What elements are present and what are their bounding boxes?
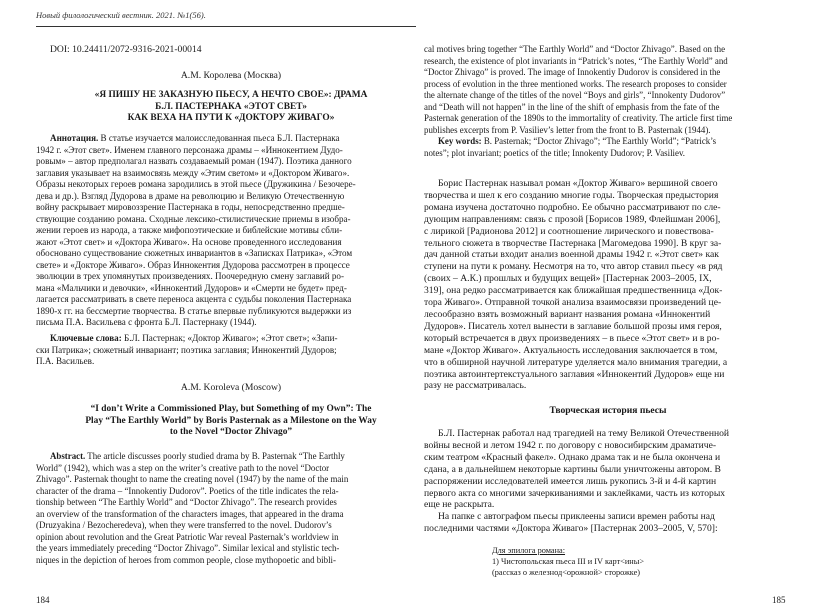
abstract-line: (Druzyakina / Bezocheredeva), when they were transferred to the novel. Dudorov’s	[36, 520, 332, 530]
annotation-line: обосновано существование сюжетных инвариантов в «Записках Патрика», «Этом	[36, 248, 353, 258]
body-line: который встречается в двух произведениях – в пьесе «Этот свет» и в ро-	[424, 332, 720, 344]
abstract-cont-line: and “Death will not happen” in the line of the shift of emphasis from the fate of the	[424, 101, 720, 112]
body-line: 319], она редко рассматривается как ближайшая предшественница «Док-	[424, 285, 723, 297]
annotation-line: жении героев из народа, а также мифопоэтические и библейские мотивы сбли-	[36, 225, 343, 235]
annotation-line: жают «Этот свет» и «Доктора Живаго». На основе проведенного исследования	[36, 236, 342, 247]
body-line: романа изучена достаточно подробно. Ее обычно рассматривают по сле-	[424, 201, 721, 213]
body-line: разу не рассматривалась.	[424, 380, 527, 392]
title-ru	[36, 90, 426, 125]
abstract-cont-line: cal motives bring together “The Earthly World” and “Doctor Zhivago”. Based on the	[424, 44, 726, 54]
annotation-line: войну раскрывает мировоззрение Пастернака в годы, непосредственно предше-	[36, 202, 345, 212]
abstract-cont-line: Pasternak generation of the 1890s to the immortality of creativity. The article first time	[424, 113, 733, 123]
annotation	[36, 133, 414, 329]
keywords-line: ски Патрика»; сюжетный инвариант; поэтика заглавия; Иннокентий Дудоров;	[36, 344, 337, 355]
journal-header: Новый филологический вестник. 2021. №1(56).	[36, 10, 206, 20]
title-ru-line: Б.Л. ПАСТЕРНАКА «ЭТОТ СВЕТ»	[155, 101, 307, 112]
keywords-en-label: Key words:	[438, 136, 482, 146]
body-history	[424, 428, 792, 535]
keywords-en-line: B. Pasternak; “Doctor Zhivago”; “The Earthly World”; “Patrick’s	[481, 136, 717, 146]
header-rule	[36, 26, 416, 27]
author-en	[36, 382, 426, 394]
annotation-line: Образы некоторых героев романа зародились в этой пьесе (Дружикина / Безочере-	[36, 179, 356, 189]
body-line: с лирикой [Радионова 2012] и соотношение лирического и повествова-	[424, 225, 714, 237]
annotation-line: ствующие созданию романа. Сходные лексико-стилистические приемы в изобра-	[36, 213, 351, 224]
annotation-line: 1890-х гг. на бессмертие творчества. В статье впервые публикуются выдержки из	[36, 305, 352, 316]
annotation-line: ровым» – автор предполагал назвать создаваемый роман (1947). Поэтика данного	[36, 156, 352, 166]
body-line: Дудоров». Писатель хотел вынести в заглавие большой прозы имя героя,	[424, 320, 722, 332]
annotation-line: эволюции в трех упомянутых произведениях. Поочередную смену заглавий ро-	[36, 271, 345, 281]
abstract-cont-line: “Doctor Zhivago” is proved. The image of Innokentiy Dudorov is considered in the	[424, 67, 721, 77]
abstract-cont-line: publishes excerpts from P. Vasiliev’s letter from the front to B. Pasternak (1944).	[424, 124, 711, 135]
body-line: войны весной и летом 1942 г. по договору с новосибирским драматиче-	[424, 439, 717, 451]
body-line: лесообразно взять возможный вариант названия романа «Иннокентий	[424, 308, 711, 320]
quote-line: 1) Чистопольская пьеса III и IV карт<ины>	[492, 557, 645, 566]
annotation-line: дева и др.). Взгляд Дудорова в драме на революцию и Великую Отечественную	[36, 190, 345, 201]
body-line: тельного сюжета в творчестве Пастернака [Магомедова 1990]. В круг за-	[424, 237, 722, 249]
section-heading-text: Творческая история пьесы	[549, 405, 667, 416]
body-line: На папке с автографом пьесы приклеены записи времен работы над	[438, 511, 715, 523]
abstract-cont-line: process of evolution in the three mentioned works. The research proposes to consider	[424, 78, 727, 89]
body-line: тора Живаго». Отправной точкой анализа взаимосвязи произведений це-	[424, 297, 722, 309]
abstract-line: opinion about revolution and the Great Patriotic War reveal Pasternak’s worldview in	[36, 531, 339, 542]
abstract-line: Zhivago”. Pasternak thought to name the creating novel (1947) by the name of the main	[36, 474, 349, 484]
section-heading	[424, 405, 792, 417]
abstract-en	[36, 451, 414, 566]
page-number-right: 185	[772, 595, 786, 605]
author-ru	[36, 70, 426, 82]
body-line: что в обширной научной литературе уделяется мало внимания трагедии, а	[424, 356, 728, 368]
doi: DOI: 10.24411/2072-9316-2021-00014	[50, 44, 202, 55]
body-line: дач данной статьи входит анализ военной драмы 1942 г. «Этот свет» как	[424, 249, 719, 261]
abstract-line: tionship between “The Earthly World” and “Doctor Zhivago”. The research provides	[36, 497, 337, 507]
abstract-line: niques in the depiction of heroes from common people, close mythopoetic and bibli-	[36, 554, 336, 565]
abstract-line: an overview of the transformation of the characters images, that appeared in the drama	[36, 508, 344, 519]
body-line: распоряжении исследователей имеется лишь рукопись 3-й и 4-й картин	[424, 475, 717, 487]
body-line: Борис Пастернак называл роман «Доктор Живаго» вершиной своего	[438, 178, 718, 189]
annotation-line: свете» и «Докторе Живаго». Образ Иннокентия Дудорова рассмотрен в процессе	[36, 259, 350, 270]
body-intro	[424, 178, 792, 392]
author-ru-text: А.М. Королева (Москва)	[180, 70, 282, 81]
quote-line: Для эпилога романа:	[492, 546, 566, 555]
keywords-line: П.А. Васильев.	[36, 356, 95, 366]
body-line: (своих – А.К.) прошлых и будущих вещей» [Пастернак 2003–2005, IX,	[424, 273, 712, 285]
body-line: первого акта со многими зачеркиваниями и заклейками, часть из которых	[424, 487, 726, 499]
abstract-line: The article discusses poorly studied drama by B. Pasternak “The Earthly	[85, 451, 345, 461]
title-en-line: to the Novel “Doctor Zhivago”	[169, 427, 293, 437]
annotation-line: лагается рассматривать в свете переноса акцента с судьбы поколения Пастернака	[36, 294, 352, 304]
abstract-line: World” (1942), which was a step on the writer’s creative path to the novel “Doctor	[36, 462, 330, 473]
body-line: последними частями «Доктора Живаго» [Пастернак 2003–2005, V, 570]:	[424, 523, 718, 535]
keywords-en-line: notes”; plot invariant; poetics of the title; Innokenty Dudorov; P. Vasiliev.	[424, 147, 686, 158]
annotation-line: заглавия указывает на взаимосвязь между «Этим светом» и «Доктором Живаго».	[36, 167, 350, 178]
title-en-line: “I don’t Write a Commissioned Play, but Something of my Own”: The	[90, 404, 372, 414]
body-line: творчества и шел к его созданию многие годы. Творческая предыстория	[424, 189, 719, 201]
body-line: Б.Л. Пастернак работал над трагедией на тему Великой Отечественной	[438, 428, 730, 439]
abstract-line: character of the drama – “Innokentiy Dudorov”. Poetics of the title indicates the rela-	[36, 485, 339, 496]
body-line: сдана, а в дальнейшем некоторые картины были уничтожены автором. В	[424, 463, 721, 475]
body-line: мане «Доктор Живаго». Актуальность исследования заключается в том,	[424, 344, 718, 356]
title-en	[36, 404, 426, 439]
body-line: дующим направлениям: связь с прозой [Борисов 1989, Флейшман 2006],	[424, 213, 721, 225]
abstract-line: the years immediately preceding “Doctor Zhivago”. Similar lexical and stylistic tech-	[36, 543, 340, 553]
page-number-left: 184	[36, 595, 50, 605]
abstract-cont-line: research, the existence of plot invariants in “Patrick’s notes, “The Earthly World” and	[424, 55, 728, 66]
body-line: поэтика автоинтертекстуального заглавия «Иннокентий Дудоров» еще ни	[424, 368, 725, 380]
annotation-label: Аннотация.	[50, 133, 99, 143]
keywords-label: Ключевые слова:	[50, 333, 122, 343]
abstract-en-continued	[424, 44, 792, 159]
abstract-label: Abstract.	[50, 451, 86, 461]
keywords-ru	[36, 333, 414, 368]
title-ru-line: КАК ВЕХА НА ПУТИ К «ДОКТОРУ ЖИВАГО»	[127, 113, 335, 123]
title-ru-line: «Я ПИШУ НЕ ЗАКАЗНУЮ ПЬЕСУ, А НЕЧТО СВОЕ»: ДРАМА	[94, 90, 368, 100]
body-line: ступени на пути к роману. Несмотря на то, что автор ставил пьесу «в ряд	[424, 261, 723, 273]
author-en-text: A.M. Koroleva (Moscow)	[180, 382, 282, 393]
title-en-line: Play “The Earthly World” by Boris Pasternak as a Milestone on the Way	[85, 415, 377, 426]
quote-line: (рассказ о железнод<орожной> сторожке)	[492, 568, 641, 577]
quote-block	[492, 545, 792, 578]
annotation-line: мана «Мальчики и девочки», «Иннокентий Дудоров» и «Смерти не будет» пред-	[36, 282, 347, 293]
body-line: ским театром «Красный факел». Однако драма так и не была окончена и	[424, 451, 721, 463]
keywords-line: Б.Л. Пастернак; «Доктор Живаго»; «Этот свет»; «Запи-	[121, 333, 338, 343]
annotation-line: 1942 г. «Этот свет». Именем главного персонажа драмы – «Иннокентием Дудо-	[36, 144, 343, 155]
annotation-line: В статье изучается малоисследованная пьеса Б.Л. Пастернака	[98, 133, 340, 143]
body-line: еще не раскрыта.	[424, 499, 495, 511]
annotation-line: письма П.А. Васильева с фронта Б.Л. Пастернаку (1944).	[36, 317, 257, 327]
abstract-cont-line: the alternate change of the titles of the novel “Boys and girls”, “Innokenty Dudorov”	[424, 90, 726, 100]
